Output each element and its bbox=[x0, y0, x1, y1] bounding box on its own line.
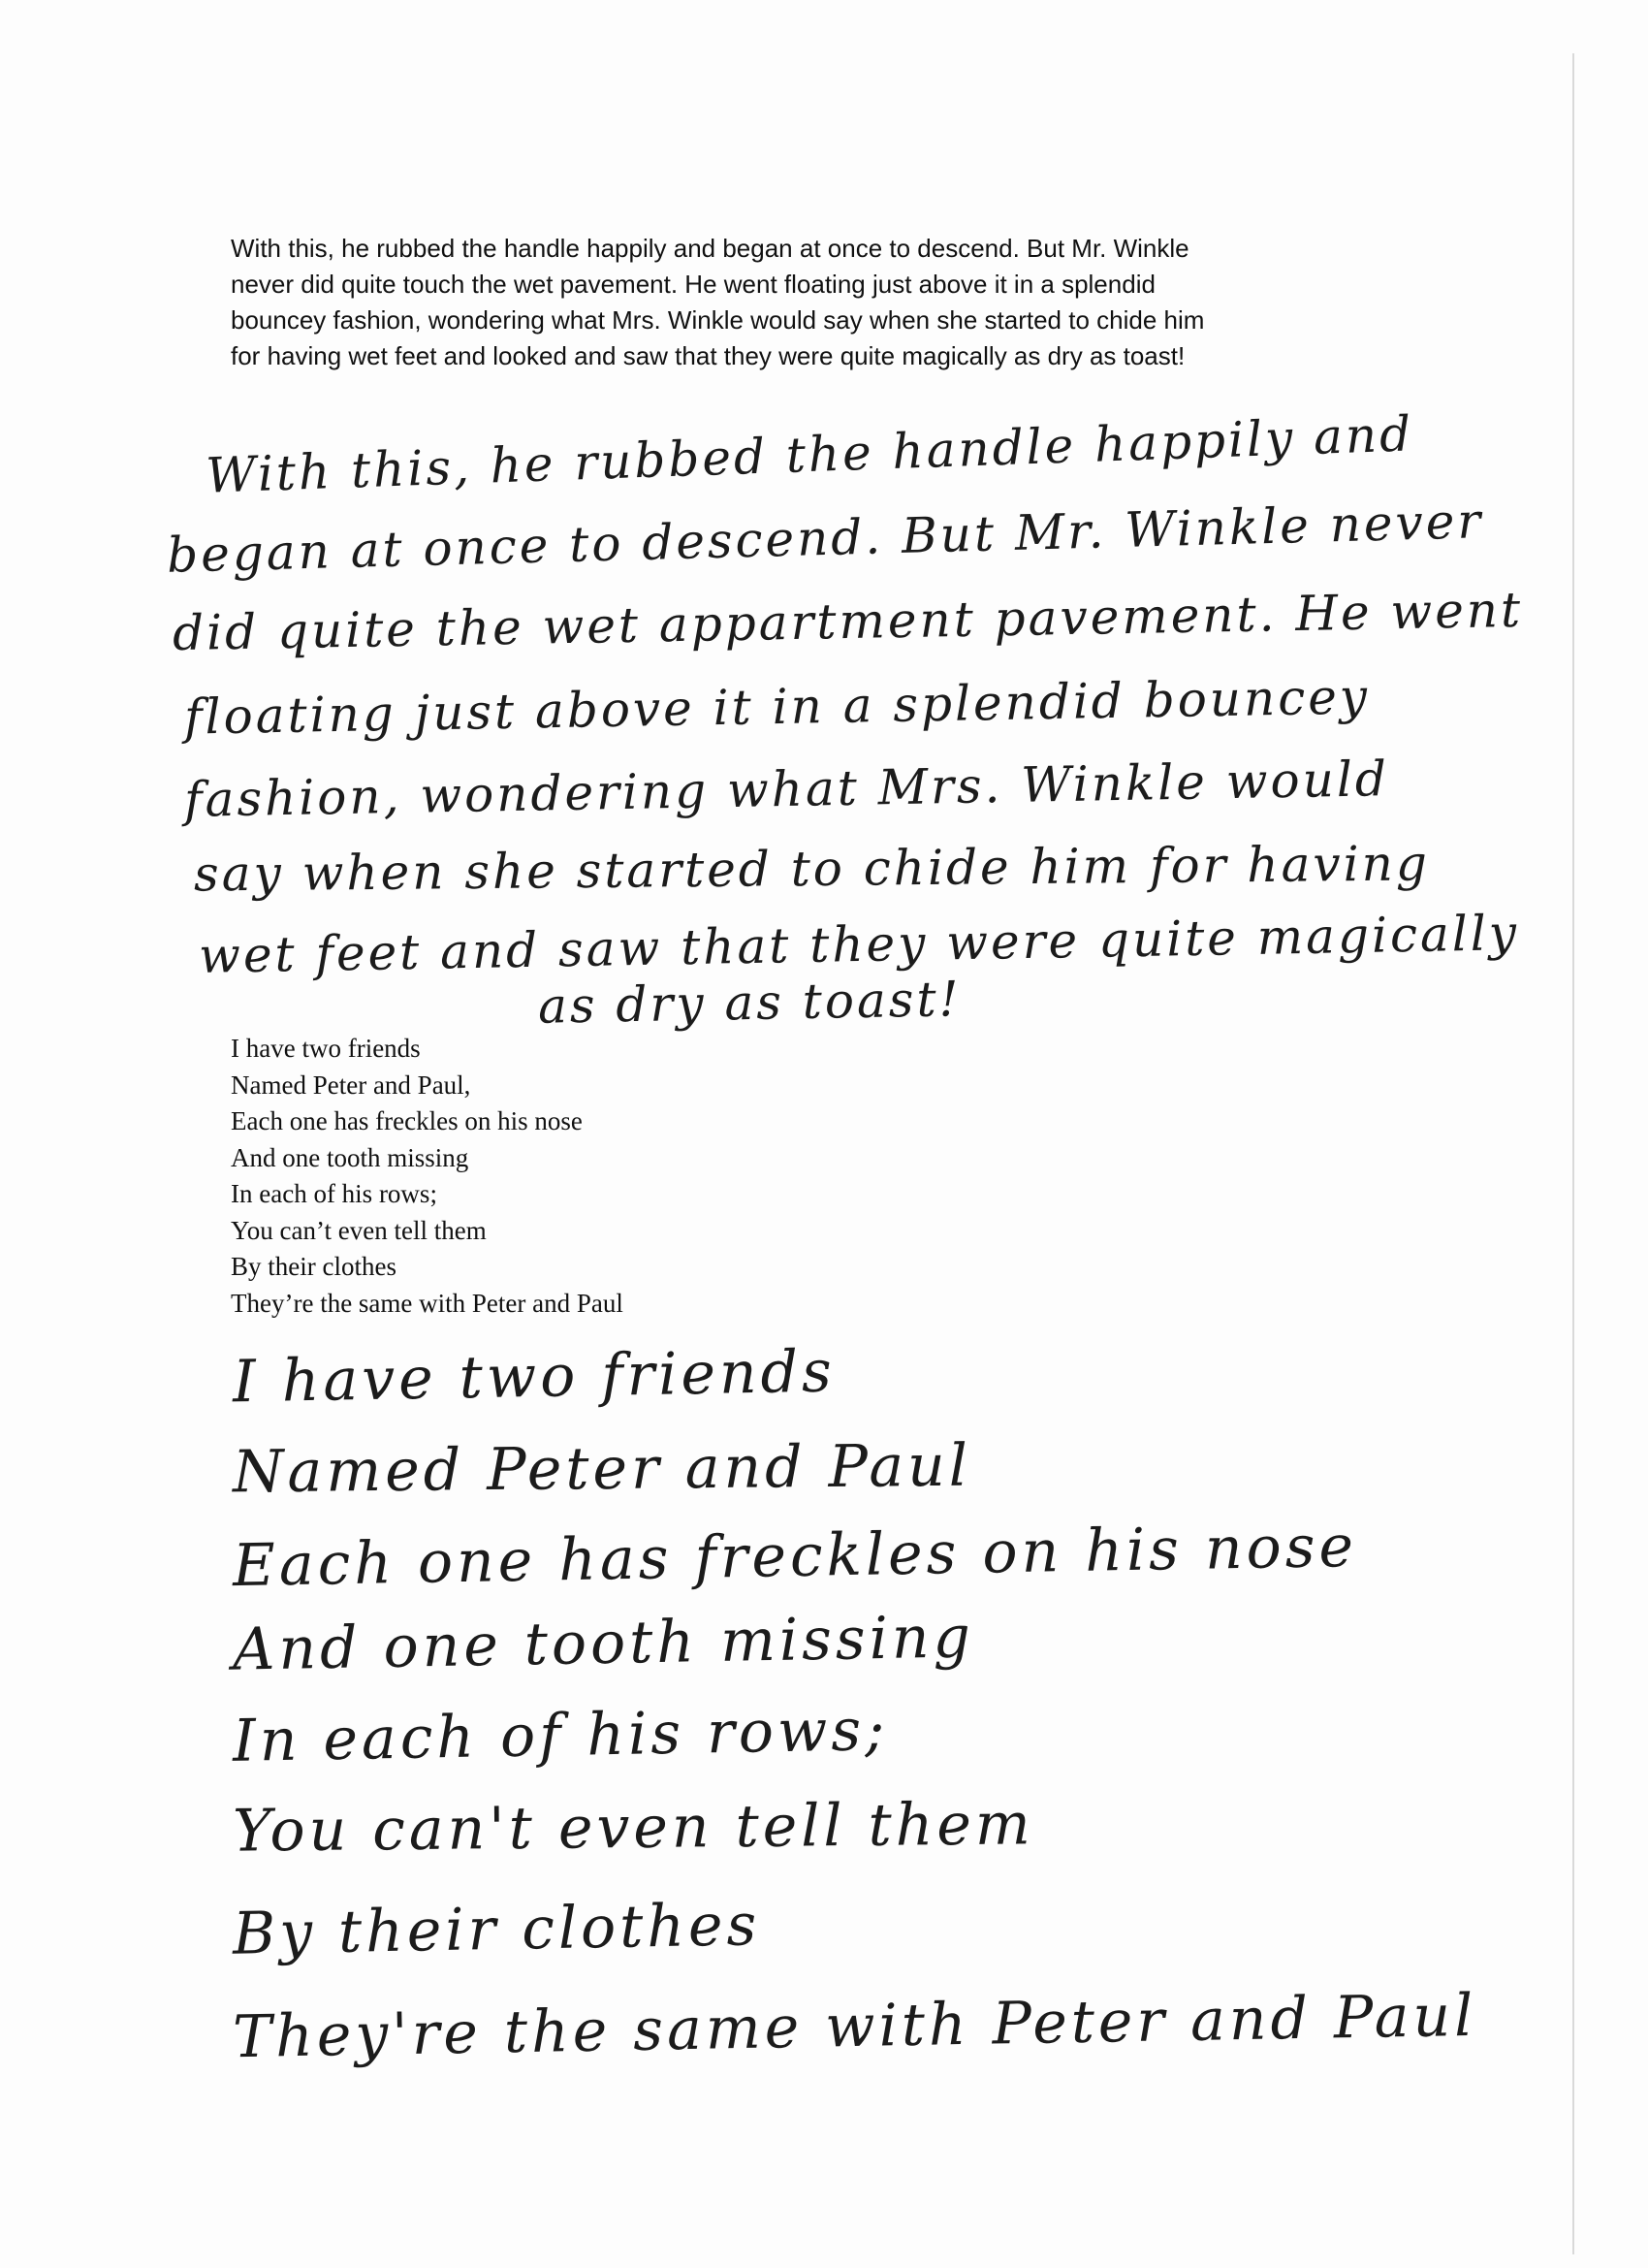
handwritten-paragraph-line: With this, he rubbed the handle happily and bbox=[205, 405, 1414, 504]
handwritten-paragraph-line: as dry as toast! bbox=[537, 971, 963, 1035]
printed-paragraph-line: bouncey fashion, wondering what Mrs. Winkle would say when she started to chide him bbox=[231, 305, 1205, 335]
printed-poem-line: In each of his rows; bbox=[231, 1179, 437, 1208]
printed-paragraph-line: for having wet feet and looked and saw that they were quite magically as dry as toast! bbox=[231, 341, 1186, 370]
handwritten-poem-line: I have two friends bbox=[232, 1337, 837, 1417]
handwritten-poem-line: By their clothes bbox=[232, 1891, 761, 1968]
printed-poem-line: Named Peter and Paul, bbox=[231, 1070, 471, 1100]
handwritten-poem-line: Each one has freckles on his nose bbox=[232, 1512, 1358, 1601]
printed-poem-line: You can’t even tell them bbox=[231, 1215, 487, 1245]
printed-poem-line: Each one has freckles on his nose bbox=[231, 1106, 583, 1135]
handwritten-paragraph-line: began at once to descend. But Mr. Winkle never bbox=[166, 493, 1484, 584]
printed-paragraph bbox=[231, 231, 1491, 374]
printed-paragraph-line: never did quite touch the wet pavement. He went floating just above it in a splendid bbox=[231, 270, 1156, 299]
printed-poem-line: And one tooth missing bbox=[231, 1142, 469, 1172]
handwritten-poem-line: You can't even tell them bbox=[232, 1790, 1035, 1866]
handwritten-paragraph-line: say when she started to chide him for having bbox=[193, 835, 1431, 903]
printed-poem bbox=[231, 1031, 909, 1322]
printed-poem-line: They’re the same with Peter and Paul bbox=[231, 1288, 623, 1318]
handwritten-poem-line: In each of his rows; bbox=[232, 1696, 889, 1775]
handwritten-paragraph-line: fashion, wondering what Mrs. Winkle would bbox=[183, 751, 1390, 828]
printed-poem-line: I have two friends bbox=[231, 1034, 421, 1063]
handwritten-poem-line: Named Peter and Paul bbox=[232, 1431, 972, 1507]
printed-paragraph-line: With this, he rubbed the handle happily and began at once to descend. But Mr. Winkle bbox=[231, 234, 1189, 263]
handwritten-poem-line: And one tooth missing bbox=[232, 1603, 975, 1684]
page-edge-divider bbox=[1572, 53, 1574, 2254]
handwritten-paragraph-line: did quite the wet appartment pavement. He went bbox=[172, 581, 1524, 662]
handwritten-poem-line: They're the same with Peter and Paul bbox=[232, 1981, 1477, 2072]
handwritten-paragraph-line: wet feet and saw that they were quite magically bbox=[198, 905, 1520, 984]
handwritten-paragraph-line: floating just above it in a splendid bouncey bbox=[183, 668, 1371, 746]
printed-poem-line: By their clothes bbox=[231, 1252, 396, 1281]
